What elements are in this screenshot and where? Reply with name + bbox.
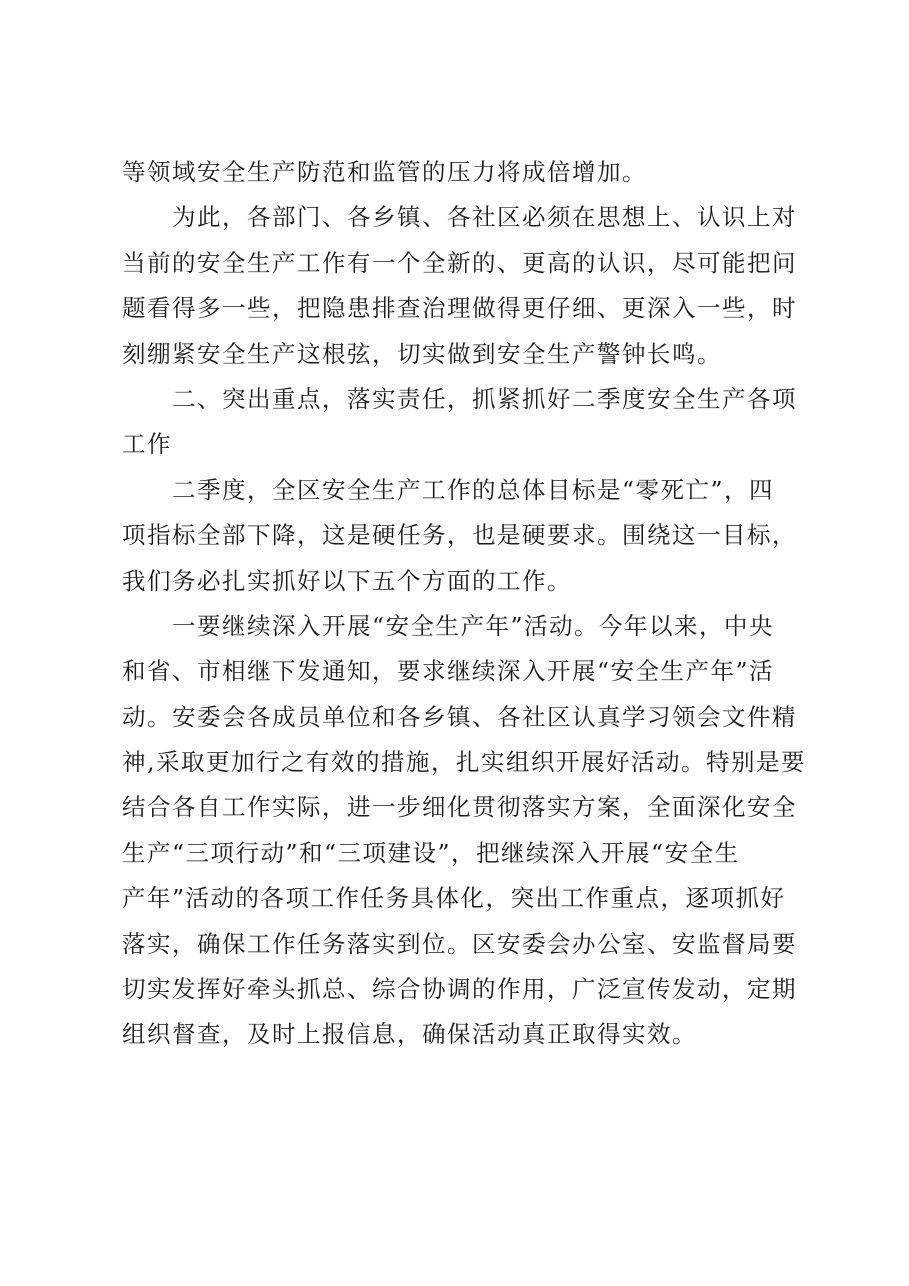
text-line: 刻绷紧安全生产这根弦，切实做到安全生产警钟长鸣。	[122, 339, 722, 368]
text-line: 结合各自工作实际，进一步细化贯彻落实方案，全面深化安全	[122, 793, 797, 822]
text-line: 动。安委会各成员单位和各乡镇、各社区认真学习领会文件精	[122, 702, 797, 731]
text-line: 切实发挥好牵头抓总、综合协调的作用，广泛宣传发动，定期	[122, 975, 797, 1004]
text-line: 组织督查，及时上报信息，确保活动真正取得实效。	[122, 1020, 697, 1049]
text-line: 落实，确保工作任务落实到位。区安委会办公室、安监督局要	[122, 929, 797, 958]
text-line: 等领域安全生产防范和监管的压力将成倍增加。	[122, 158, 647, 186]
text-line: 一要继续深入开展“安全生产年”活动。今年以来，中央	[122, 611, 775, 640]
text-line: 神,采取更加行之有效的措施，扎实组织开展好活动。特别是要	[122, 748, 806, 777]
section-heading-line: 二、突出重点，落实责任，抓紧抓好二季度安全生产各项	[122, 384, 797, 413]
body-text	[122, 150, 806, 1058]
text-line: 当前的安全生产工作有一个全新的、更高的认识，尽可能把问	[122, 248, 797, 277]
text-line: 和省、市相继下发通知，要求继续深入开展“安全生产年”活	[122, 657, 775, 686]
section-heading-line: 工作	[122, 430, 172, 459]
text-line: 生产“三项行动”和“三项建设”，把继续深入开展“安全生	[122, 838, 740, 867]
text-line: 项指标全部下降，这是硬任务，也是硬要求。围绕这一目标，	[122, 521, 797, 550]
text-line: 题看得多一些，把隐患排查治理做得更仔细、更深入一些，时	[122, 294, 797, 323]
text-line: 二季度，全区安全生产工作的总体目标是“零死亡”，四	[122, 475, 775, 504]
text-line: 我们务必扎实抓好以下五个方面的工作。	[122, 566, 572, 595]
text-line: 为此，各部门、各乡镇、各社区必须在思想上、认识上对	[122, 203, 797, 232]
text-line: 产年”活动的各项工作任务具体化，突出工作重点，逐项抓好	[122, 884, 786, 913]
